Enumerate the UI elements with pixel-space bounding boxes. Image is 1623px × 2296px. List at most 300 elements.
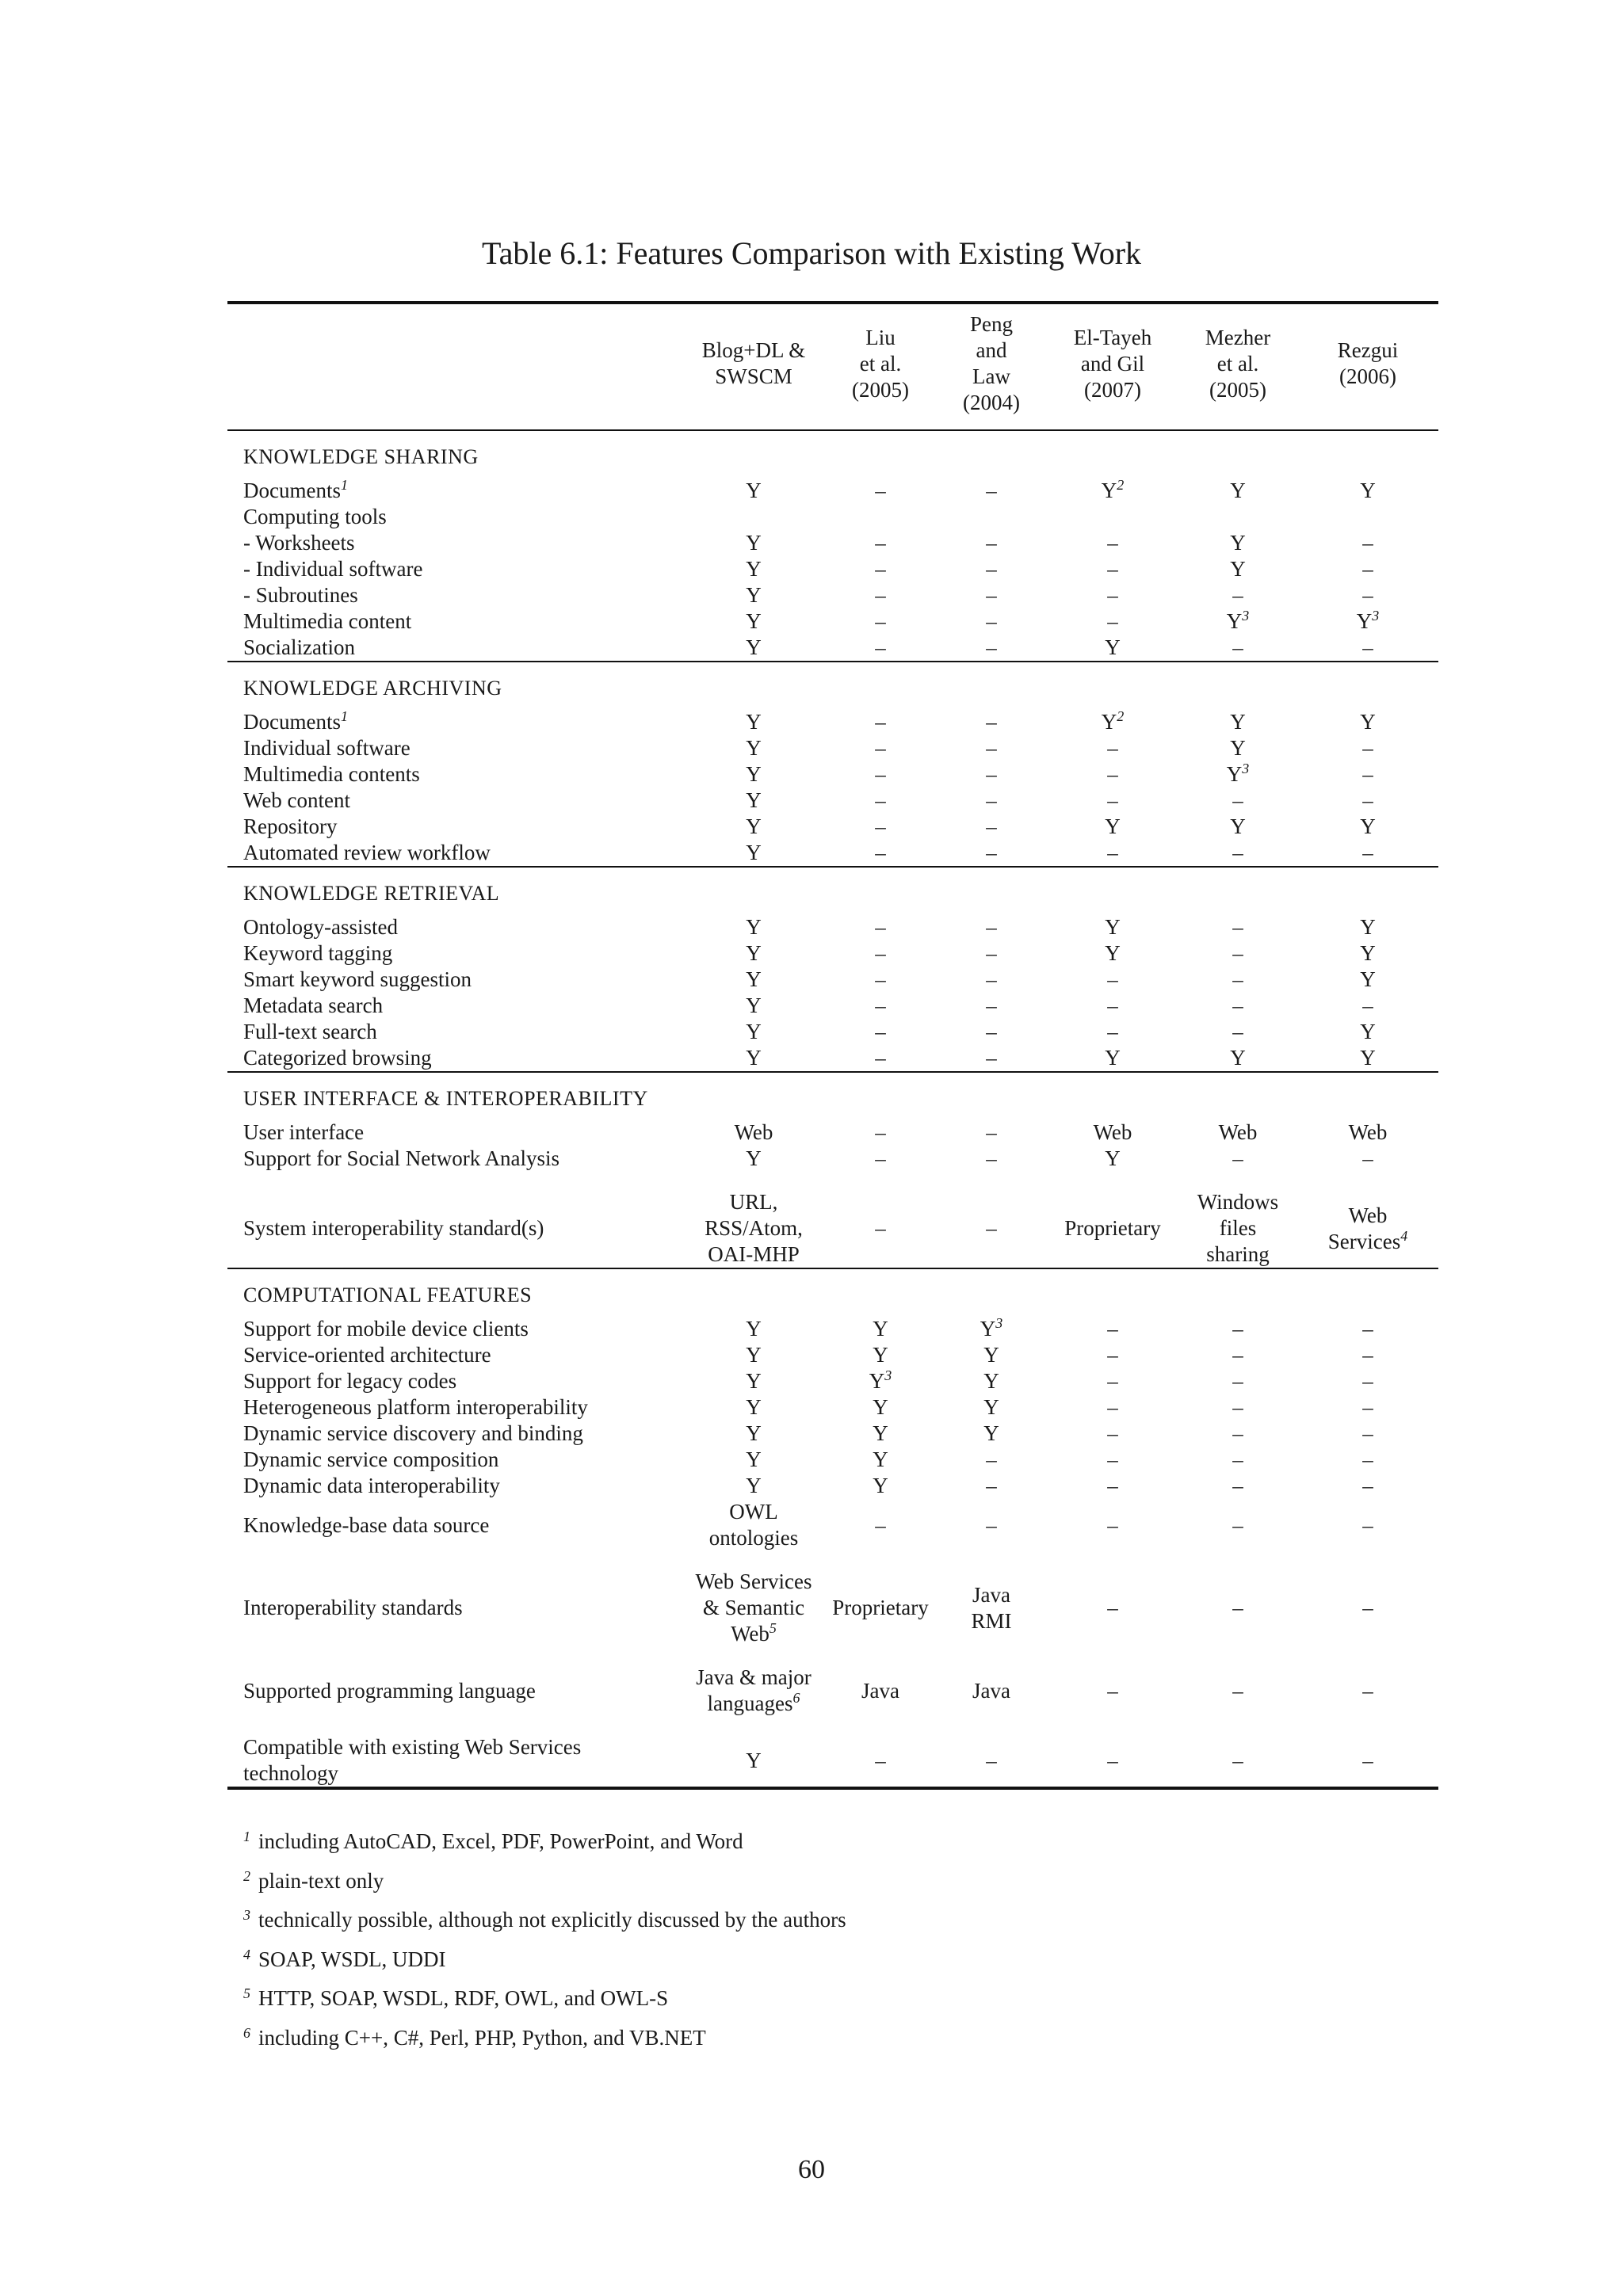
table-cell: – xyxy=(1232,841,1243,864)
table-cell: – xyxy=(1362,1512,1373,1537)
header-rule-cell xyxy=(682,423,825,430)
table-cell: – xyxy=(986,941,997,965)
footnote-text: including AutoCAD, Excel, PDF, PowerPoint, and Word xyxy=(258,1829,743,1853)
table-cell: – xyxy=(1362,583,1373,607)
table-cell: Y xyxy=(873,1474,888,1497)
table-cell: – xyxy=(986,1216,997,1240)
table-cell: Java xyxy=(972,1678,1010,1703)
row-label: Ontology-assisted xyxy=(243,915,398,939)
table-cell: $Y^3$ xyxy=(980,1315,1003,1341)
table-cell: – xyxy=(1107,762,1118,786)
table-cell: Y xyxy=(1105,915,1121,939)
footnote xyxy=(243,2019,846,2058)
section-title: KNOWLEDGE RETRIEVAL xyxy=(243,882,500,905)
footnote-mark: 2 xyxy=(243,1867,250,1884)
table-cell: Y xyxy=(746,479,762,502)
table-cell: – xyxy=(986,762,997,786)
table-row xyxy=(227,1189,1438,1268)
row-label: Multimedia contents xyxy=(243,762,420,786)
table-cell: – xyxy=(1232,788,1243,812)
row-label: Dynamic data interoperability xyxy=(243,1474,500,1497)
table-cell: $Y^2$ xyxy=(1101,477,1125,502)
table-cell: Web xyxy=(1348,1120,1388,1144)
table-cell: – xyxy=(1232,635,1243,659)
table-row xyxy=(227,761,1438,788)
table-cell: – xyxy=(875,1512,886,1537)
section-title: KNOWLEDGE ARCHIVING xyxy=(243,677,502,700)
table-cell: Y xyxy=(873,1317,888,1341)
table-row xyxy=(227,504,1438,530)
table-cell: – xyxy=(986,841,997,864)
table-cell: – xyxy=(875,557,886,581)
table-body xyxy=(227,430,1438,1790)
table-cell: – xyxy=(1362,1395,1373,1419)
table-cell: Y xyxy=(1230,557,1246,581)
table-cell: – xyxy=(1107,967,1118,991)
table-cell: $Y^3$ xyxy=(1226,761,1250,786)
gap-cell xyxy=(227,1551,1438,1569)
table-cell: Y xyxy=(746,1447,762,1471)
table-cell xyxy=(1297,504,1438,530)
footnote-mark: 6 xyxy=(243,2024,250,2041)
row-label: Repository xyxy=(243,814,338,838)
table-cell: Y xyxy=(983,1369,999,1393)
table-cell: Y xyxy=(1105,635,1121,659)
footnote-mark: 3 xyxy=(884,1367,892,1383)
table-cell: Y xyxy=(1230,531,1246,555)
table-cell: – xyxy=(986,1120,997,1144)
table-cell xyxy=(1047,504,1178,530)
table-cell: Java xyxy=(861,1678,899,1703)
table-row xyxy=(227,967,1438,993)
footnotes xyxy=(243,1822,846,2058)
row-label: - Individual software xyxy=(243,557,423,581)
table-cell: Y xyxy=(1360,1046,1376,1070)
row-label: User interface xyxy=(243,1120,365,1144)
table-cell: – xyxy=(1107,1596,1118,1619)
table-cell: – xyxy=(1232,1146,1243,1170)
footnote-text: HTTP, SOAP, WSDL, RDF, OWL, and OWL-S xyxy=(258,1986,669,2011)
section-title-row xyxy=(227,868,1438,914)
table-cell: – xyxy=(986,479,997,502)
table-cell: Y xyxy=(1360,814,1376,838)
table-cell: – xyxy=(1107,1474,1118,1497)
table-cell: – xyxy=(986,788,997,812)
table-cell: – xyxy=(1362,1447,1373,1471)
table-row xyxy=(227,556,1438,582)
table-row xyxy=(227,1368,1438,1394)
row-label: Web content xyxy=(243,788,351,812)
table-cell: Y xyxy=(746,1421,762,1445)
table-cell: Web xyxy=(1218,1120,1258,1144)
table-cell: Y xyxy=(746,1020,762,1043)
table-cell: Java & major languages$^6$ xyxy=(696,1665,812,1715)
row-label: - Subroutines xyxy=(243,583,358,607)
table-cell: – xyxy=(1362,841,1373,864)
footnote-text: technically possible, although not explicitly discussed by the authors xyxy=(258,1908,846,1932)
table-cell: – xyxy=(1232,994,1243,1017)
row-label: Socialization xyxy=(243,635,355,659)
table-cell: Y xyxy=(746,915,762,939)
table-cell: – xyxy=(1362,1343,1373,1367)
table-cell: Y xyxy=(1105,1146,1121,1170)
table-cell: Y xyxy=(983,1395,999,1419)
table-cell: Y xyxy=(1230,814,1246,838)
table-cell: Windows files sharing xyxy=(1197,1190,1279,1266)
table-cell: Web xyxy=(734,1120,773,1144)
table-cell: – xyxy=(986,915,997,939)
table-cell: – xyxy=(1107,1447,1118,1471)
table-cell: – xyxy=(875,710,886,734)
column-header: Blog+DL & SWSCM xyxy=(682,303,825,423)
row-label: Keyword tagging xyxy=(243,941,393,965)
table-cell: Y xyxy=(746,1748,762,1772)
table-cell: Y xyxy=(746,557,762,581)
table-cell: – xyxy=(1232,1395,1243,1419)
row-label: Support for mobile device clients xyxy=(243,1317,529,1341)
header-rule xyxy=(227,423,1438,430)
header-rule-cell xyxy=(1297,423,1438,430)
section-title: COMPUTATIONAL FEATURES xyxy=(243,1283,533,1306)
table-cell: – xyxy=(875,479,886,502)
table-cell: – xyxy=(1107,1317,1118,1341)
table-cell: – xyxy=(1362,762,1373,786)
table-cell: – xyxy=(986,583,997,607)
table-cell: – xyxy=(1362,1678,1373,1703)
table-cell: – xyxy=(986,531,997,555)
table-row xyxy=(227,1499,1438,1551)
row-label: Documents$^1$ xyxy=(243,708,348,734)
table-cell: $Y^2$ xyxy=(1101,708,1125,734)
table-cell: – xyxy=(1232,1512,1243,1537)
row-label: Supported programming language xyxy=(243,1678,536,1703)
table-row xyxy=(227,709,1438,735)
table-cell: – xyxy=(986,1748,997,1772)
table-cell: – xyxy=(1232,1474,1243,1497)
table-cell: – xyxy=(1362,1474,1373,1497)
table-cell: Y xyxy=(746,609,762,633)
table-cell: Java RMI xyxy=(971,1582,1012,1633)
header-rule-cell xyxy=(825,423,936,430)
footnote-text: including C++, C#, Perl, PHP, Python, and VB.NET xyxy=(258,2025,706,2050)
table-cell: – xyxy=(875,1146,886,1170)
table-cell: Proprietary xyxy=(1064,1216,1161,1240)
table-cell: – xyxy=(1107,531,1118,555)
table-cell: Y xyxy=(746,814,762,838)
table-cell: – xyxy=(1232,941,1243,965)
table-cell: Y xyxy=(746,762,762,786)
table-cell: Y xyxy=(1360,1020,1376,1043)
table-row xyxy=(227,1734,1438,1788)
table-cell: – xyxy=(875,814,886,838)
table-cell: Y xyxy=(746,1317,762,1341)
footnote-mark: 4 xyxy=(1400,1227,1408,1244)
table-cell: Y xyxy=(746,635,762,659)
table-cell: – xyxy=(1362,788,1373,812)
table-cell: – xyxy=(875,967,886,991)
header-rule-cell xyxy=(936,423,1047,430)
header-rule-cell xyxy=(227,423,682,430)
table-cell: Y xyxy=(1360,941,1376,965)
table-cell: Y xyxy=(873,1421,888,1445)
table-cell: Y xyxy=(1105,814,1121,838)
table-cell: – xyxy=(1362,1317,1373,1341)
table-cell: – xyxy=(875,736,886,760)
table-cell: – xyxy=(875,1216,886,1240)
table-cell: – xyxy=(875,841,886,864)
footnote xyxy=(243,1979,846,2019)
table-cell: – xyxy=(986,1512,997,1537)
table-cell: – xyxy=(875,531,886,555)
table-cell: Y xyxy=(746,736,762,760)
table-cell: – xyxy=(1232,1596,1243,1619)
table-row xyxy=(227,608,1438,635)
row-label: Interoperability standards xyxy=(243,1596,463,1619)
footnote-mark: 5 xyxy=(769,1620,777,1636)
table-cell: – xyxy=(1107,609,1118,633)
table-cell: – xyxy=(1362,635,1373,659)
table-cell: – xyxy=(875,1120,886,1144)
table-cell: – xyxy=(1362,736,1373,760)
table-cell: Y xyxy=(983,1421,999,1445)
table-row xyxy=(227,478,1438,504)
table-cell: Y xyxy=(873,1343,888,1367)
table-cell: Y xyxy=(746,1369,762,1393)
row-label: Compatible with existing Web Services technology xyxy=(243,1735,582,1785)
table-row xyxy=(227,1045,1438,1072)
table-cell: Y xyxy=(1230,736,1246,760)
footnote-mark: 1 xyxy=(340,477,348,493)
table-cell: $Y^3$ xyxy=(1226,608,1250,633)
table-cell: Y xyxy=(746,531,762,555)
column-header: Peng and Law (2004) xyxy=(936,303,1047,423)
table-cell: – xyxy=(986,557,997,581)
table-cell: Y xyxy=(1230,1046,1246,1070)
table-cell xyxy=(825,504,936,530)
table-cell: – xyxy=(1232,1678,1243,1703)
table-cell: – xyxy=(986,814,997,838)
row-label: System interoperability standard(s) xyxy=(243,1216,544,1240)
table-cell xyxy=(1178,504,1297,530)
table-cell: – xyxy=(875,635,886,659)
table-cell: Y xyxy=(746,1474,762,1497)
table-row xyxy=(227,1019,1438,1045)
table-cell: – xyxy=(875,941,886,965)
section-title-row xyxy=(227,1269,1438,1316)
footnote xyxy=(243,1822,846,1862)
table-cell: Y xyxy=(873,1395,888,1419)
gap-cell xyxy=(227,1647,1438,1665)
table-cell: Web xyxy=(1093,1120,1132,1144)
column-header: El-Tayeh and Gil (2007) xyxy=(1047,303,1178,423)
table-cell: – xyxy=(986,1020,997,1043)
table-row xyxy=(227,530,1438,556)
table-cell: – xyxy=(1107,1748,1118,1772)
table-row xyxy=(227,1394,1438,1421)
page-number: 60 xyxy=(798,2155,825,2184)
footnote-mark: 6 xyxy=(792,1690,800,1706)
table-row xyxy=(227,1421,1438,1447)
table-cell: – xyxy=(1107,557,1118,581)
table-cell: – xyxy=(875,609,886,633)
table-cell: Y xyxy=(1360,915,1376,939)
table-cell xyxy=(936,504,1047,530)
footnote-mark: 3 xyxy=(243,1907,250,1924)
table-row xyxy=(227,1342,1438,1368)
column-header: Rezgui (2006) xyxy=(1297,303,1438,423)
section-title: KNOWLEDGE SHARING xyxy=(243,445,479,468)
table-cell: Y xyxy=(746,788,762,812)
table-row xyxy=(227,814,1438,840)
header-rule-cell xyxy=(1178,423,1297,430)
section-title-row xyxy=(227,1073,1438,1119)
table-row xyxy=(227,635,1438,662)
table-cell: – xyxy=(1107,841,1118,864)
table-cell: Y xyxy=(746,1343,762,1367)
table-cell: – xyxy=(1107,1020,1118,1043)
table-cell: – xyxy=(1232,1748,1243,1772)
table-cell: Y xyxy=(746,710,762,734)
table-caption: Table 6.1: Features Comparison with Existing Work xyxy=(481,235,1142,271)
table-row xyxy=(227,940,1438,967)
header-rule-cell xyxy=(1047,423,1178,430)
table-cell: – xyxy=(875,1020,886,1043)
footnote-mark: 2 xyxy=(1117,708,1125,724)
table-cell: – xyxy=(875,762,886,786)
footnote-mark: 3 xyxy=(995,1315,1003,1331)
table-cell: – xyxy=(986,1474,997,1497)
table-cell: – xyxy=(1362,1596,1373,1619)
section-title-row xyxy=(227,662,1438,709)
table-row xyxy=(227,914,1438,940)
table-cell: Y xyxy=(983,1343,999,1367)
table-row xyxy=(227,1665,1438,1717)
row-label: Support for legacy codes xyxy=(243,1369,457,1393)
table-cell: – xyxy=(875,583,886,607)
footnote xyxy=(243,1862,846,1901)
table-row xyxy=(227,1146,1438,1172)
footnote-mark: 5 xyxy=(243,1985,250,2002)
table-cell: – xyxy=(986,967,997,991)
table-cell: Proprietary xyxy=(832,1596,929,1619)
row-label: Heterogeneous platform interoperability xyxy=(243,1395,588,1419)
table-cell: – xyxy=(986,635,997,659)
section-title-row xyxy=(227,430,1438,478)
table-row xyxy=(227,1119,1438,1146)
table-cell: – xyxy=(875,1046,886,1070)
footnote-mark: 1 xyxy=(340,708,348,724)
table-cell: – xyxy=(986,1046,997,1070)
table-cell: Y xyxy=(1360,967,1376,991)
row-label: - Worksheets xyxy=(243,531,355,555)
table-cell: Y xyxy=(873,1447,888,1471)
table-cell: – xyxy=(1232,1421,1243,1445)
table-cell: Y xyxy=(746,1146,762,1170)
row-gap xyxy=(227,1717,1438,1734)
table-cell: – xyxy=(1362,1369,1373,1393)
row-label: Full-text search xyxy=(243,1020,377,1043)
table-row xyxy=(227,582,1438,608)
table-bottom-rule xyxy=(227,1788,1438,1790)
header-empty-cell xyxy=(227,303,682,423)
footnote-mark: 3 xyxy=(1372,608,1380,624)
table-cell: – xyxy=(1107,1512,1118,1537)
row-label: Multimedia content xyxy=(243,609,412,633)
table-cell: Y xyxy=(746,1395,762,1419)
table-cell: – xyxy=(986,1146,997,1170)
table-cell: $Y^3$ xyxy=(869,1367,892,1393)
table-cell: Y xyxy=(1105,1046,1121,1070)
table-cell: – xyxy=(1362,994,1373,1017)
row-gap xyxy=(227,1172,1438,1189)
gap-cell xyxy=(227,1717,1438,1734)
footnote xyxy=(243,1901,846,1940)
table-cell: – xyxy=(1362,531,1373,555)
table-cell: OWL ontologies xyxy=(708,1500,799,1550)
table-cell: – xyxy=(1232,1369,1243,1393)
table-cell: – xyxy=(1232,1317,1243,1341)
table-cell: $Y^3$ xyxy=(1356,608,1380,633)
table-row xyxy=(227,788,1438,814)
table-row xyxy=(227,1316,1438,1342)
table-cell: Y xyxy=(746,967,762,991)
footnote-mark: 3 xyxy=(1242,608,1250,624)
footnote-mark: 3 xyxy=(1242,761,1250,776)
table-cell: – xyxy=(875,788,886,812)
table-cell: – xyxy=(1107,994,1118,1017)
section-title: USER INTERFACE & INTEROPERABILITY xyxy=(243,1087,648,1110)
gap-cell xyxy=(227,1172,1438,1189)
table-cell: – xyxy=(1232,583,1243,607)
row-gap xyxy=(227,1551,1438,1569)
row-gap xyxy=(227,1647,1438,1665)
table-cell: – xyxy=(1107,583,1118,607)
row-label: Smart keyword suggestion xyxy=(243,967,472,991)
table-cell: – xyxy=(986,1447,997,1471)
table-cell: Y xyxy=(746,1046,762,1070)
table-row xyxy=(227,735,1438,761)
table-cell: – xyxy=(1232,1447,1243,1471)
row-label: Computing tools xyxy=(243,505,387,528)
table-cell: – xyxy=(986,710,997,734)
table-cell: – xyxy=(1107,1343,1118,1367)
table-cell: – xyxy=(1362,557,1373,581)
bottom-rule-cell xyxy=(227,1788,1438,1790)
table-cell: Y xyxy=(746,583,762,607)
table-row xyxy=(227,1447,1438,1473)
row-label: Documents$^1$ xyxy=(243,477,348,502)
table-cell: – xyxy=(1107,736,1118,760)
table-cell: – xyxy=(986,994,997,1017)
row-label: Categorized browsing xyxy=(243,1046,432,1070)
table-cell: – xyxy=(1107,1421,1118,1445)
row-label: Dynamic service discovery and binding xyxy=(243,1421,583,1445)
table-row xyxy=(227,840,1438,867)
row-label: Knowledge-base data source xyxy=(243,1512,490,1537)
footnote xyxy=(243,1940,846,1980)
row-label: Individual software xyxy=(243,736,411,760)
table-cell: Y xyxy=(1230,710,1246,734)
table-cell: Y xyxy=(746,994,762,1017)
table-cell: Y xyxy=(746,941,762,965)
table-cell: – xyxy=(875,994,886,1017)
table-cell: – xyxy=(1362,1146,1373,1170)
table-cell: – xyxy=(875,915,886,939)
table-cell: – xyxy=(1107,1395,1118,1419)
table-cell: Y xyxy=(1105,941,1121,965)
table-cell: – xyxy=(986,609,997,633)
features-comparison-table xyxy=(227,301,1438,1790)
